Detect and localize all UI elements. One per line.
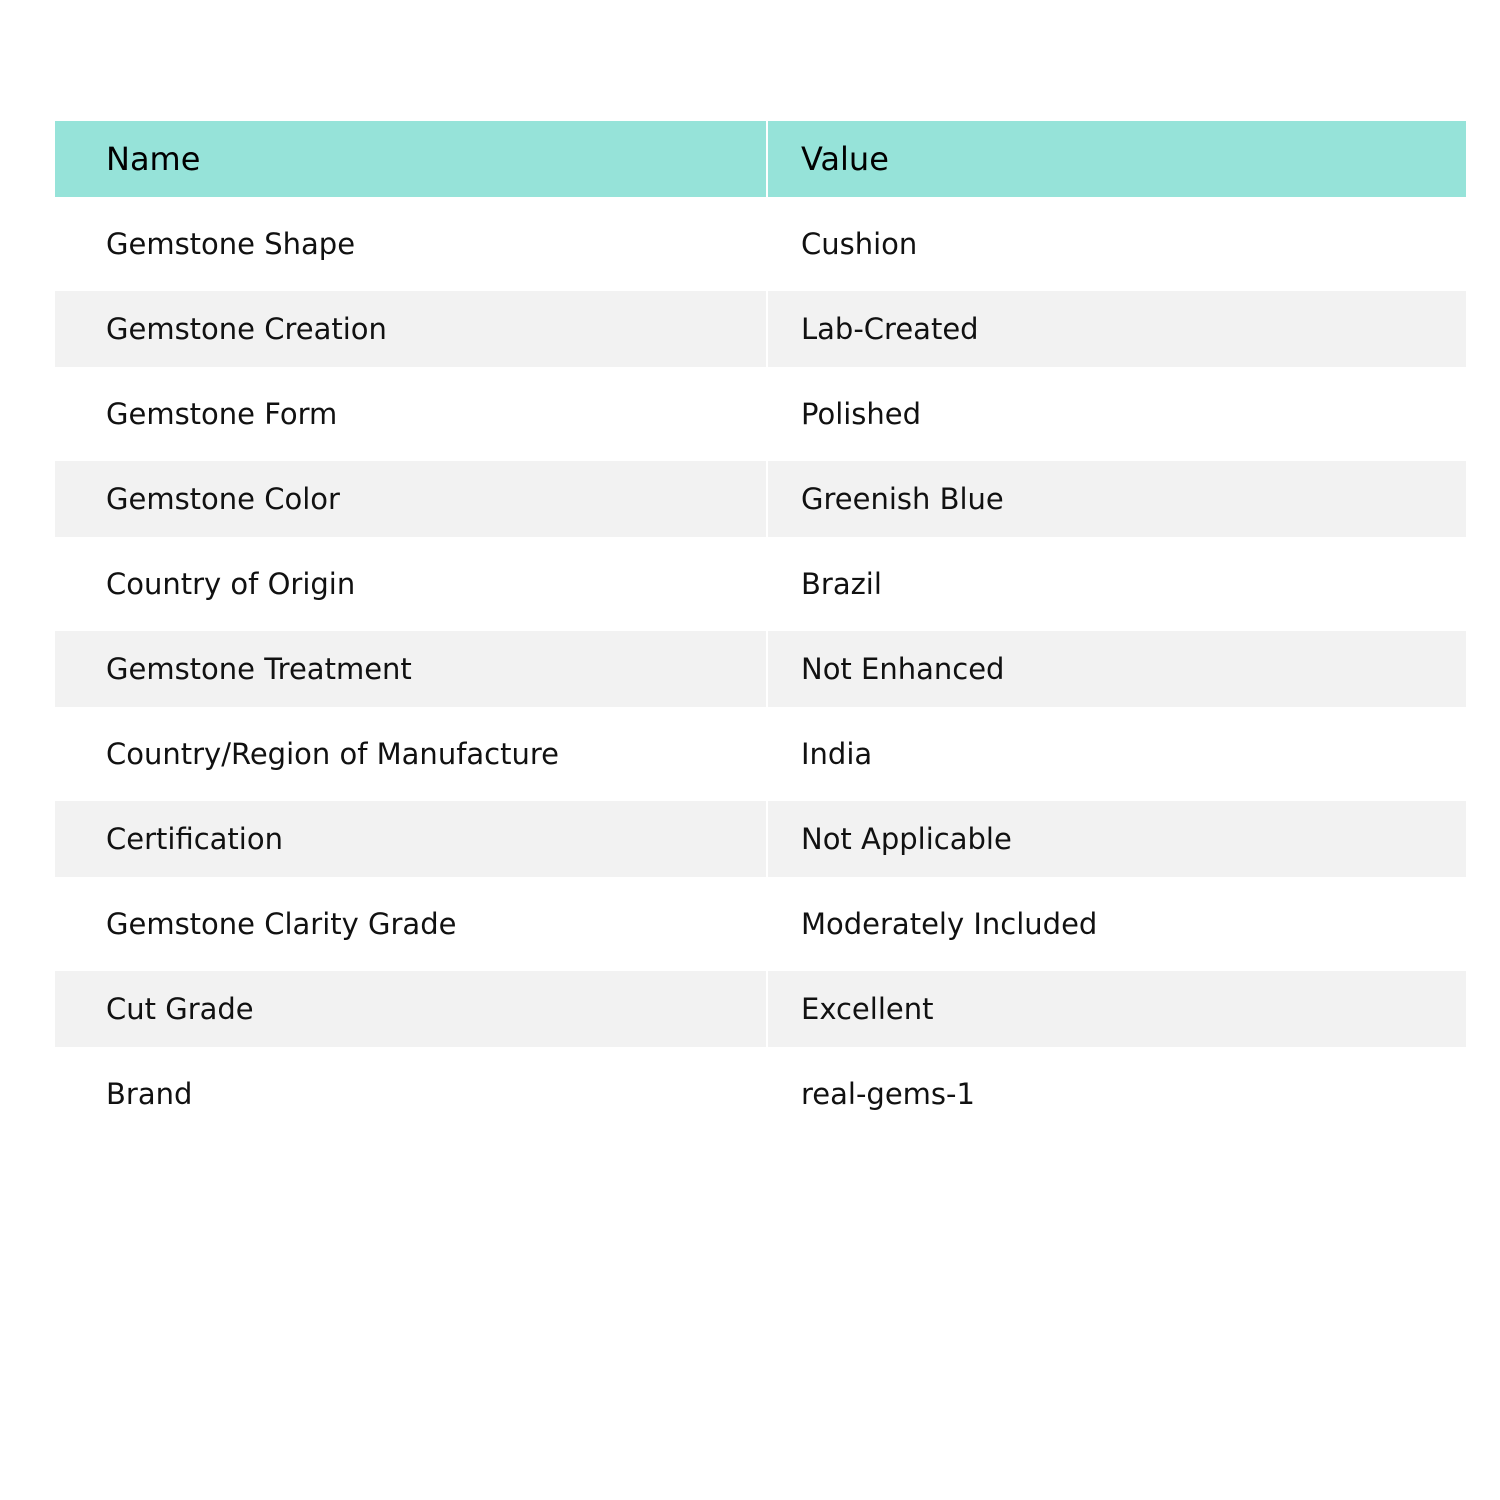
column-header-name: Name xyxy=(55,121,766,197)
table-row xyxy=(55,707,1466,801)
table-row xyxy=(55,461,1466,537)
row-value-cell: Greenish Blue xyxy=(766,461,1466,537)
table-header xyxy=(55,121,1466,197)
row-name-cell: Cut Grade xyxy=(55,971,766,1047)
row-value-cell: Not Enhanced xyxy=(766,631,1466,707)
table-row xyxy=(55,537,1466,631)
row-name-cell: Gemstone Form xyxy=(55,367,766,461)
table-body xyxy=(55,197,1466,1141)
table-header-row xyxy=(55,121,1466,197)
table-row xyxy=(55,631,1466,707)
row-name-cell: Country of Origin xyxy=(55,537,766,631)
item-specifics-table xyxy=(55,121,1466,1141)
table-row xyxy=(55,1047,1466,1141)
table-row xyxy=(55,877,1466,971)
row-name-cell: Certification xyxy=(55,801,766,877)
row-value-cell: Lab-Created xyxy=(766,291,1466,367)
table-row xyxy=(55,801,1466,877)
row-name-cell: Gemstone Treatment xyxy=(55,631,766,707)
row-value-cell: Not Applicable xyxy=(766,801,1466,877)
row-value-cell: Polished xyxy=(766,367,1466,461)
table-row xyxy=(55,197,1466,291)
table-row xyxy=(55,367,1466,461)
column-header-value: Value xyxy=(766,121,1466,197)
row-name-cell: Gemstone Shape xyxy=(55,197,766,291)
table-row xyxy=(55,291,1466,367)
row-value-cell: real-gems-1 xyxy=(766,1047,1466,1141)
row-name-cell: Gemstone Color xyxy=(55,461,766,537)
row-name-cell: Gemstone Creation xyxy=(55,291,766,367)
row-name-cell: Gemstone Clarity Grade xyxy=(55,877,766,971)
row-value-cell: Cushion xyxy=(766,197,1466,291)
row-name-cell: Brand xyxy=(55,1047,766,1141)
row-value-cell: Moderately Included xyxy=(766,877,1466,971)
row-name-cell: Country/Region of Manufacture xyxy=(55,707,766,801)
row-value-cell: Brazil xyxy=(766,537,1466,631)
table-row xyxy=(55,971,1466,1047)
row-value-cell: India xyxy=(766,707,1466,801)
row-value-cell: Excellent xyxy=(766,971,1466,1047)
